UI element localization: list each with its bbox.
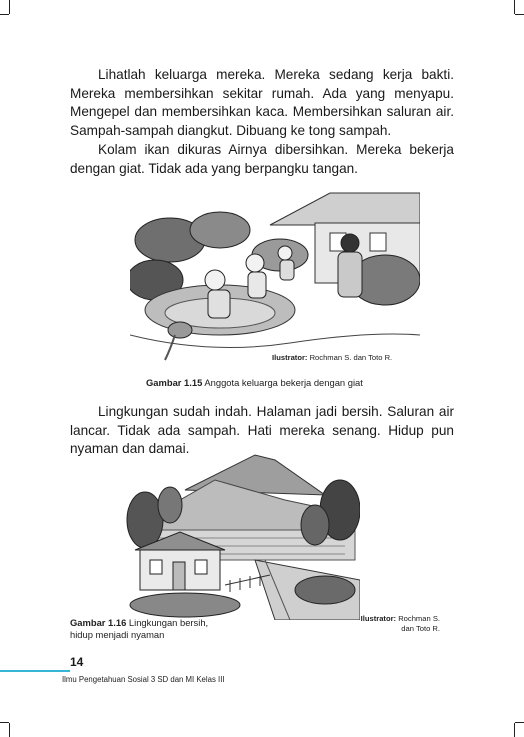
page-number: 14	[70, 655, 84, 669]
figure-1-caption	[146, 377, 363, 388]
caption-text-2: hidup menjadi nyaman	[70, 629, 165, 640]
paragraph-2	[70, 141, 454, 178]
figure-1-illustrator-credit	[272, 353, 392, 362]
caption-text: Anggota keluarga bekerja dengan giat	[204, 377, 363, 388]
illustrator-label: Ilustrator:	[360, 614, 397, 623]
caption-label: Gambar 1.16	[70, 617, 127, 628]
figure-2-caption	[70, 617, 208, 641]
figure-2-illustrator-credit	[354, 614, 440, 634]
figure-2-caption-line-1	[70, 617, 208, 629]
paragraph-2-line: dengan giat. Tidak ada yang berpangku tangan.	[70, 160, 358, 176]
clean-environment-illustration	[125, 450, 360, 620]
crop-mark-top-right-v	[514, 0, 515, 14]
caption-text-1: Lingkungan bersih,	[128, 617, 209, 628]
crop-mark-top-left-h	[0, 14, 9, 15]
illustrator-label: Ilustrator:	[272, 353, 308, 362]
illustrator-name-2: dan Toto R.	[401, 624, 440, 633]
crop-mark-bottom-right-h	[515, 722, 524, 723]
paragraph-1-line: Lihatlah keluarga mereka. Mereka sedang kerja bakti.	[98, 67, 454, 82]
crop-mark-bottom-left-v	[9, 723, 10, 737]
illustrator-credit-line-1	[354, 614, 440, 624]
paragraph-1-line: Mereka membersihkan sekitar rumah. Ada yang menyapu.	[70, 85, 454, 101]
crop-mark-top-right-h	[515, 14, 524, 15]
illustrator-name-1: Rochman S.	[398, 614, 440, 623]
paragraph-1	[70, 66, 454, 140]
paragraph-3-line: Lingkungan sudah indah. Halaman jadi bersih. Saluran air	[98, 404, 454, 419]
paragraph-1-line: Mengepel dan membersihkan kaca. Membersihkan saluran air.	[70, 104, 454, 120]
caption-label: Gambar 1.15	[146, 377, 203, 388]
crop-mark-bottom-right-v	[514, 723, 515, 737]
crop-mark-bottom-left-h	[0, 722, 9, 723]
illustrator-names: Rochman S. dan Toto R.	[309, 353, 393, 362]
paragraph-2-line: Kolam ikan dikuras Airnya dibersihkan. Mereka bekerja	[98, 142, 454, 157]
family-working-illustration	[130, 185, 420, 365]
crop-mark-top-left-v	[9, 0, 10, 14]
accent-bar	[0, 670, 70, 672]
paragraph-3-line: nyaman dan damai.	[70, 441, 190, 457]
footer-book-title: Ilmu Pengetahuan Sosial 3 SD dan MI Kelas III	[62, 675, 225, 684]
paragraph-3-line: lancar. Tidak ada sampah. Hati mereka senang. Hidup pun	[70, 422, 454, 438]
paragraph-1-line: Sampah-sampah diangkut. Dibuang ke tong sampah.	[70, 122, 392, 138]
